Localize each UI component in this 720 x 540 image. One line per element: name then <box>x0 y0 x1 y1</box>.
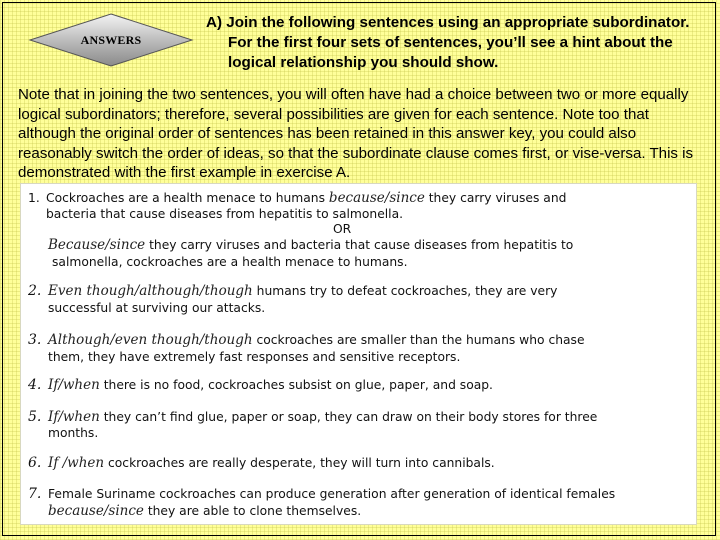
answer-line <box>48 284 557 300</box>
answer-line: Female Suriname cockroaches can produce generation after generation of identical females <box>48 487 616 501</box>
answer-text: there is no food, cockroaches subsist on glue, paper, and soap. <box>99 378 493 392</box>
exercise-heading: A) Join the following sentences using an appropriate subordinator. For the first four sets of sentences, you’ll see a hint about the logical relationship you should show. <box>206 14 690 71</box>
answer-text: cockroaches are really desperate, they will turn into cannibals. <box>104 456 495 470</box>
answer-text: cockroaches are smaller than the humans who chase <box>252 333 585 347</box>
answer-line: successful at surviving our attacks. <box>48 301 266 315</box>
handwritten-subordinator: because/since <box>328 190 425 206</box>
answer-number: 3. <box>28 332 42 348</box>
answer-number: 1. <box>28 191 40 205</box>
answer-number: 7. <box>28 486 42 502</box>
answer-text: they are able to clone themselves. <box>143 504 362 518</box>
answer-text: they can’t find glue, paper or soap, they can draw on their body stores for three <box>99 410 598 424</box>
answer-line <box>46 191 566 207</box>
handwritten-subordinator: If /when <box>48 455 105 471</box>
answer-line <box>48 504 361 520</box>
answer-line <box>48 333 585 349</box>
answer-line: salmonella, cockroaches are a health menace to humans. <box>52 255 408 269</box>
answer-text: they carry viruses and <box>424 191 567 205</box>
answer-text: they carry viruses and bacteria that cause diseases from hepatitis to <box>145 238 574 252</box>
answers-badge-label: ANSWERS <box>80 32 142 47</box>
answer-line <box>48 378 493 394</box>
answer-number: 6. <box>28 455 42 471</box>
handwritten-subordinator: If/when <box>48 377 100 393</box>
handwritten-subordinator: If/when <box>48 409 100 425</box>
note-paragraph: Note that in joining the two sentences, you will often have had a choice between two or more equally logical subordinators; therefore, several possibilities are given for each sentence. Note too that although the original order of sentences has been retained in this answer key, you could also reasonably switch the order of ideas, so that the subordinate clause comes first, or vise-versa. This is demonstrated with the first example in exercise A. <box>18 86 694 182</box>
answer-line: months. <box>48 426 99 440</box>
answer-line <box>48 456 495 472</box>
answer-text: Cockroaches are a health menace to humans <box>46 191 329 205</box>
or-label: OR <box>333 222 352 236</box>
handwritten-subordinator: Because/since <box>48 237 146 253</box>
answer-line <box>48 238 573 254</box>
answer-line: bacteria that cause diseases from hepatitis to salmonella. <box>46 207 404 221</box>
answers-badge <box>28 12 194 68</box>
answer-number: 5. <box>28 409 42 425</box>
handwritten-subordinator: Even though/although/though <box>48 283 253 299</box>
handwritten-subordinator: because/since <box>48 503 144 519</box>
answer-key-box <box>21 184 696 524</box>
handwritten-subordinator: Although/even though/though <box>48 332 253 348</box>
answer-line: them, they have extremely fast responses and sensitive receptors. <box>48 350 461 364</box>
answer-number: 4. <box>28 377 42 393</box>
answer-text: humans try to defeat cockroaches, they are very <box>252 284 558 298</box>
answer-number: 2. <box>28 283 42 299</box>
answer-line <box>48 410 597 426</box>
